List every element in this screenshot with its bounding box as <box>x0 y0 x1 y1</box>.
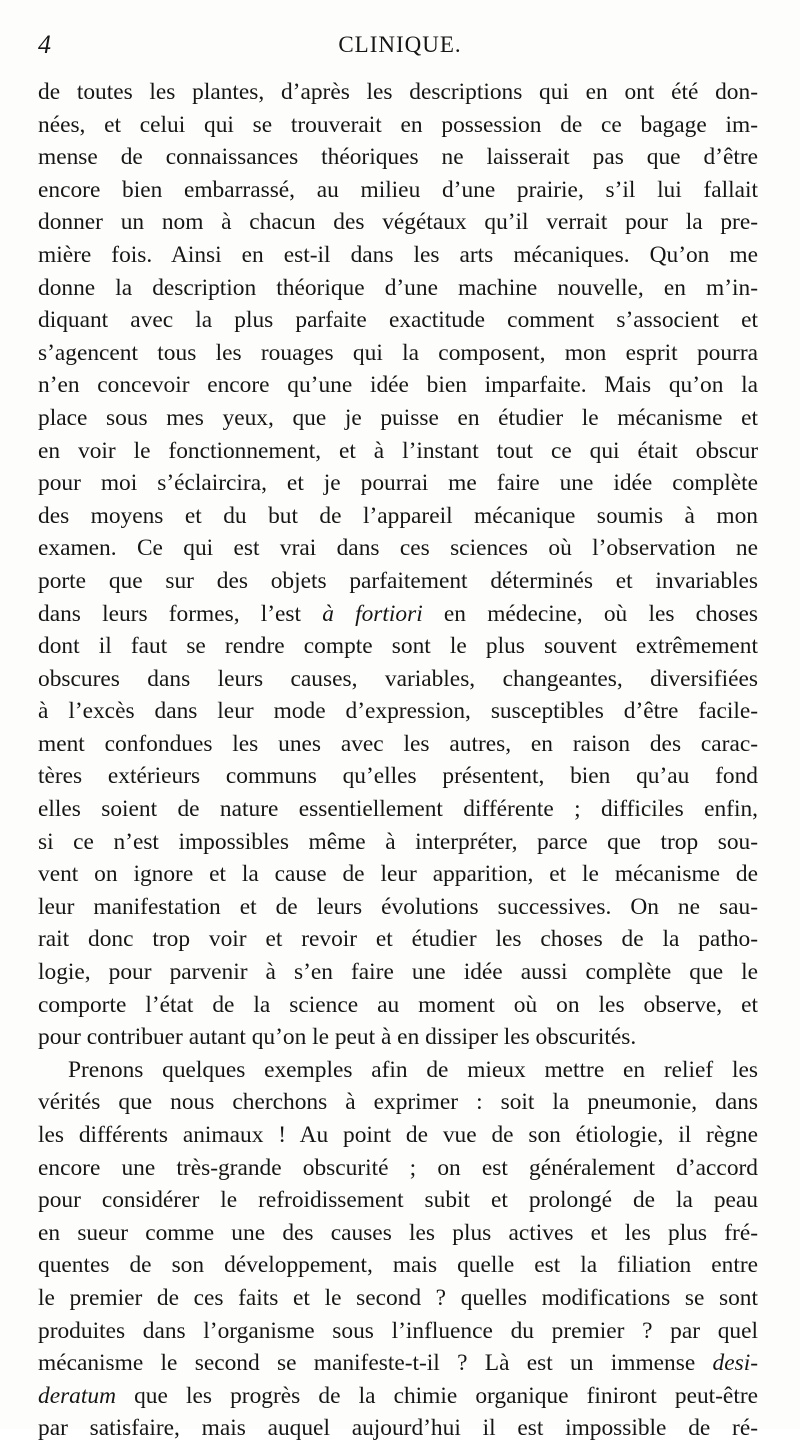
text-line: donner un nom à chacun des végétaux qu’il verrait pour la pre- <box>38 209 758 236</box>
text-line: les différents animaux ! Au point de vue de son étiologie, il règne <box>38 1122 758 1148</box>
text-line-with-italic <box>38 598 758 631</box>
text-line: diquant avec la plus parfaite exactitude comment s’associent et <box>38 307 758 334</box>
line-segment: mécanisme le second se manifeste-t-il ? Là est un immense <box>38 1350 713 1377</box>
text-line: vérités que nous cherchons à exprimer : soit la pneumonie, dans <box>38 1089 758 1116</box>
body-text <box>38 76 758 1445</box>
page-number: 4 <box>38 30 51 59</box>
text-line: tères extérieurs communs qu’elles présentent, bien qu’au fond <box>38 763 758 790</box>
italic-phrase: deratum <box>38 1382 116 1409</box>
text-line: mière fois. Ainsi en est-il dans les arts mécaniques. Qu’on me <box>38 241 758 268</box>
text-line: logie, pour parvenir à s’en faire une idée aussi complète que le <box>38 959 758 986</box>
text-line-with-italic <box>38 1347 758 1380</box>
text-line: le premier de ces faits et le second ? quelles modifications se sont <box>38 1284 758 1311</box>
text-line: examen. Ce qui est vrai dans ces sciences où l’observation ne <box>38 535 758 562</box>
text-line: comporte l’état de la science au moment où on les observe, et <box>38 991 758 1018</box>
text-line: ment confondues les unes avec les autres, en raison des carac- <box>38 730 758 757</box>
line-segment: en médecine, où les choses <box>422 600 758 627</box>
text-line: si ce n’est impossibles même à interpréter, parce que trop sou- <box>38 828 758 855</box>
text-line: place sous mes yeux, que je puisse en étudier le mécanisme et <box>38 404 758 431</box>
text-line: donne la description théorique d’une machine nouvelle, en m’in- <box>38 274 758 301</box>
text-line: leur manifestation et de leurs évolutions successives. On ne sau- <box>38 893 758 920</box>
text-line: encore une très-grande obscurité ; on est généralement d’accord <box>38 1154 758 1181</box>
text-line: elles soient de nature essentiellement différente ; difficiles enfin, <box>38 796 758 823</box>
text-line: quentes de son développement, mais quelle est la filiation entre <box>38 1252 758 1279</box>
text-line-with-italic <box>38 1380 758 1413</box>
text-line: encore bien embarrassé, au milieu d’une prairie, s’il lui fallait <box>38 176 758 203</box>
paragraph-first-line: Prenons quelques exemples afin de mieux mettre en relief les <box>68 1056 758 1083</box>
text-line: produites dans l’organisme sous l’influence du premier ? par quel <box>38 1317 758 1344</box>
running-title: CLINIQUE. <box>338 32 462 57</box>
text-line: mense de connaissances théoriques ne laisserait pas que d’être <box>38 144 758 171</box>
text-line: nées, et celui qui se trouverait en possession de ce bagage im- <box>38 111 758 138</box>
page-header <box>38 24 762 64</box>
text-line: vent on ignore et la cause de leur apparition, et le mécanisme de <box>38 861 758 888</box>
text-line: pour moi s’éclaircira, et je pourrai me faire une idée complète <box>38 470 758 497</box>
italic-phrase: à fortiori <box>322 600 423 627</box>
text-line: de toutes les plantes, d’après les descriptions qui en ont été don- <box>38 79 758 105</box>
text-line: à l’excès dans leur mode d’expression, susceptibles d’être facile- <box>38 698 758 725</box>
text-line: en voir le fonctionnement, et à l’instant tout ce qui était obscur <box>38 437 758 464</box>
text-line: rait donc trop voir et revoir et étudier les choses de la patho- <box>38 926 758 953</box>
text-line: pour considérer le refroidissement subit et prolongé de la peau <box>38 1187 758 1214</box>
text-line: obscures dans leurs causes, variables, changeantes, diversifiées <box>38 665 758 692</box>
text-line: s’agencent tous les rouages qui la composent, mon esprit pourra <box>38 339 758 366</box>
text-line: dont il faut se rendre compte sont le plus souvent extrêmement <box>38 633 758 660</box>
text-line: porte que sur des objets parfaitement déterminés et invariables <box>38 567 758 594</box>
text-line: des moyens et du but de l’appareil mécanique soumis à mon <box>38 502 758 529</box>
text-line: n’en concevoir encore qu’une idée bien imparfaite. Mais qu’on la <box>38 372 758 399</box>
text-line: par satisfaire, mais auquel aujourd’hui il est impossible de ré- <box>38 1415 758 1442</box>
italic-phrase: desi- <box>712 1350 758 1377</box>
paragraph-last-line: pour contribuer autant qu’on le peut à en dissiper les obscurités. <box>38 1024 637 1051</box>
line-segment: dans leurs formes, l’est <box>38 600 323 627</box>
text-line: en sueur comme une des causes les plus actives et les plus fré- <box>38 1219 758 1246</box>
line-segment: que les progrès de la chimie organique finiront peut-être <box>115 1382 758 1409</box>
